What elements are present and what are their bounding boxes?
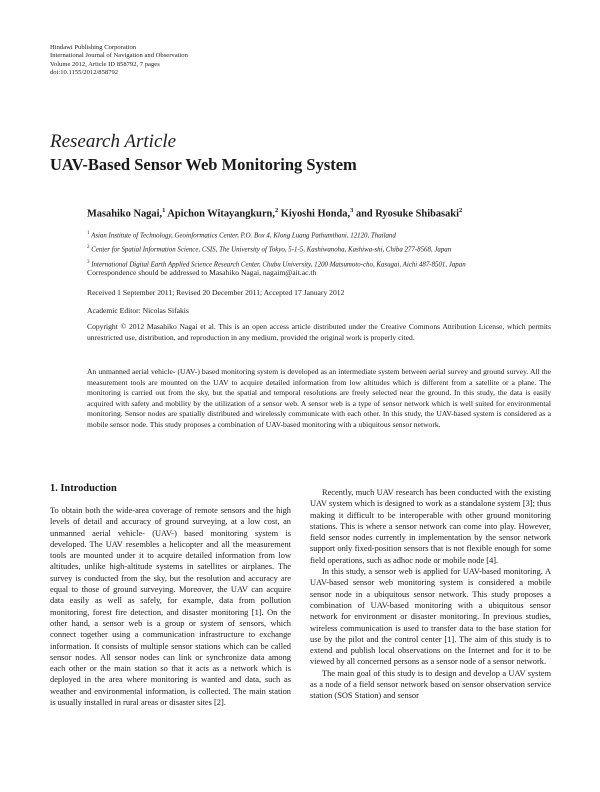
- paragraph: To obtain both the wide-area coverage of remote sensors and the high levels of detail and accuracy of ground surveying, at a low cost, an unmanned aerial vehicle- (UAV-) based monitoring system is developed. The UAV resembles a helicopter and all the measurement tools are mounted under it to acquire detailed information from low altitudes, unlike high-altitude systems in satellites or airplanes. The survey is conducted from the sky, but the resolution and accuracy are equal to those of ground surveying. Moreover, the UAV can acquire data easily as well as safely, for example, data from pollution monitoring, forest fire detection, and disaster monitoring [1]. On the other hand, a sensor web is a group or system of sensors, which connect together using a communication infrastructure to exchange information. It consists of multiple sensor stations which can be called sensor nodes. All sensor nodes can link or synchronize data among each other or the main station so that it acts as a network which is deployed in the area where monitoring is wanted and data, such as weather and environmental information, is collected. The main station is usually installed in rural areas or disaster sites [2].: [50, 506, 291, 708]
- publisher: Hindawi Publishing Corporation: [50, 44, 137, 51]
- affiliations: [87, 228, 466, 271]
- author-affil-mark: 1: [162, 207, 166, 214]
- doi: doi:10.1155/2012/858792: [50, 69, 119, 77]
- section-heading: 1. Introduction: [50, 483, 117, 494]
- volume-info: Volume 2012, Article ID 858792, 7 pages: [50, 60, 160, 68]
- author-name: Masahiko Nagai,: [87, 208, 163, 220]
- affiliation: $^3$ International Digital Earth Applied Science Research Center, Chubu University, 1200 Matsumoto-cho, Kasugai, Aichi 487-8501, Japan: [87, 259, 466, 268]
- author-affil-mark: 2: [458, 207, 463, 214]
- author-list: [87, 207, 462, 219]
- author-name: Kiyoshi Honda,: [278, 208, 351, 220]
- history-dates: Received 1 September 2011; Revised 20 December 2011; Accepted 17 January 2012: [87, 288, 345, 297]
- abstract: An unmanned aerial vehicle- (UAV-) based monitoring system is developed as an intermediate system between aerial survey and ground survey. All the measurement tools are mounted on the UAV to acquire detailed information from low altitudes which is different from a satellite or a plane. The monitoring is carried out from the sky, but the spatial and temporal resolutions are freely selected near the ground. In this study, the data is easily acquired with safety and mobility by the utilization of a sensor web. A sensor web is a type of sensor network which is well suited for environmental monitoring. Sensor nodes are spatially distributed and wirelessly communicate with each other. In this study, the UAV-based system is considered as a mobile sensor node. This study proposes a combination of UAV-based monitoring with a ubiquitous sensor network.: [87, 367, 551, 429]
- paragraph: Recently, much UAV research has been conducted with the existing UAV system which is designed to work as a standalone system [3]; thus making it difficult to be interoperable with other ground monitoring stations. This is where a sensor network can come into play. However, field sensor nodes currently in implementation by the sensor network support only fixed-position sensors that is not flexible enough for some field operations, such as adhoc node or mobile node [4].: [310, 488, 551, 565]
- author-name: and Ryosuke Shibasaki: [353, 208, 459, 220]
- paragraph: In this study, a sensor web is applied for UAV-based monitoring. A UAV-based sensor web monitoring system is considered a mobile sensor node in a ubiquitous sensor network. This study proposes a combination of UAV-based monitoring with a ubiquitous sensor network for environment or disaster monitoring. In previous studies, wireless communication is used to transfer data to the base station for use by the pilot and the control center [1]. The aim of this study is to extend and publish local observations on the Internet and for it to be viewed by all concerned persons as a sensor node of a sensor network.: [310, 567, 551, 667]
- affiliation: $^1$ Asian Institute of Technology, Geoinformatics Center, P.O. Box 4, Klong Luang Pathumthani, 12120, Thailand: [87, 231, 396, 240]
- masthead: [50, 44, 188, 78]
- author-affil-mark: 3: [350, 207, 354, 214]
- right-column: [310, 487, 551, 702]
- correspondence: Correspondence should be addressed to Masahiko Nagai, nagaim@ait.ac.th: [87, 268, 317, 277]
- affiliation: $^2$ Center for Spatial Information Science, CSIS, The University of Tokyo, 5-1-5, Kashiwanoha, Kashiwa-shi, Chiba 277-8568, Japan: [87, 245, 452, 254]
- author-affil-mark: 2: [274, 207, 279, 214]
- paragraph: The main goal of this study is to design and develop a UAV system as a node of a field sensor network based on sensor observation service station (SOS Station) and sensor: [310, 668, 551, 701]
- paper-title: UAV-Based Sensor Web Monitoring System: [50, 155, 357, 174]
- copyright-notice: Copyright © 2012 Masahiko Nagai et al. This is an open access article distributed under the Creative Commons Attribution License, which permits unrestricted use, distribution, and reproduction in any medium, provided the original work is properly cited.: [87, 322, 551, 342]
- academic-editor: Academic Editor: Nicolas Sifakis: [87, 306, 189, 315]
- article-type: Research Article: [50, 131, 177, 152]
- author-name: Apichon Witayangkurn,: [165, 208, 275, 220]
- journal-name: International Journal of Navigation and Observation: [50, 52, 188, 60]
- left-column: [50, 505, 291, 708]
